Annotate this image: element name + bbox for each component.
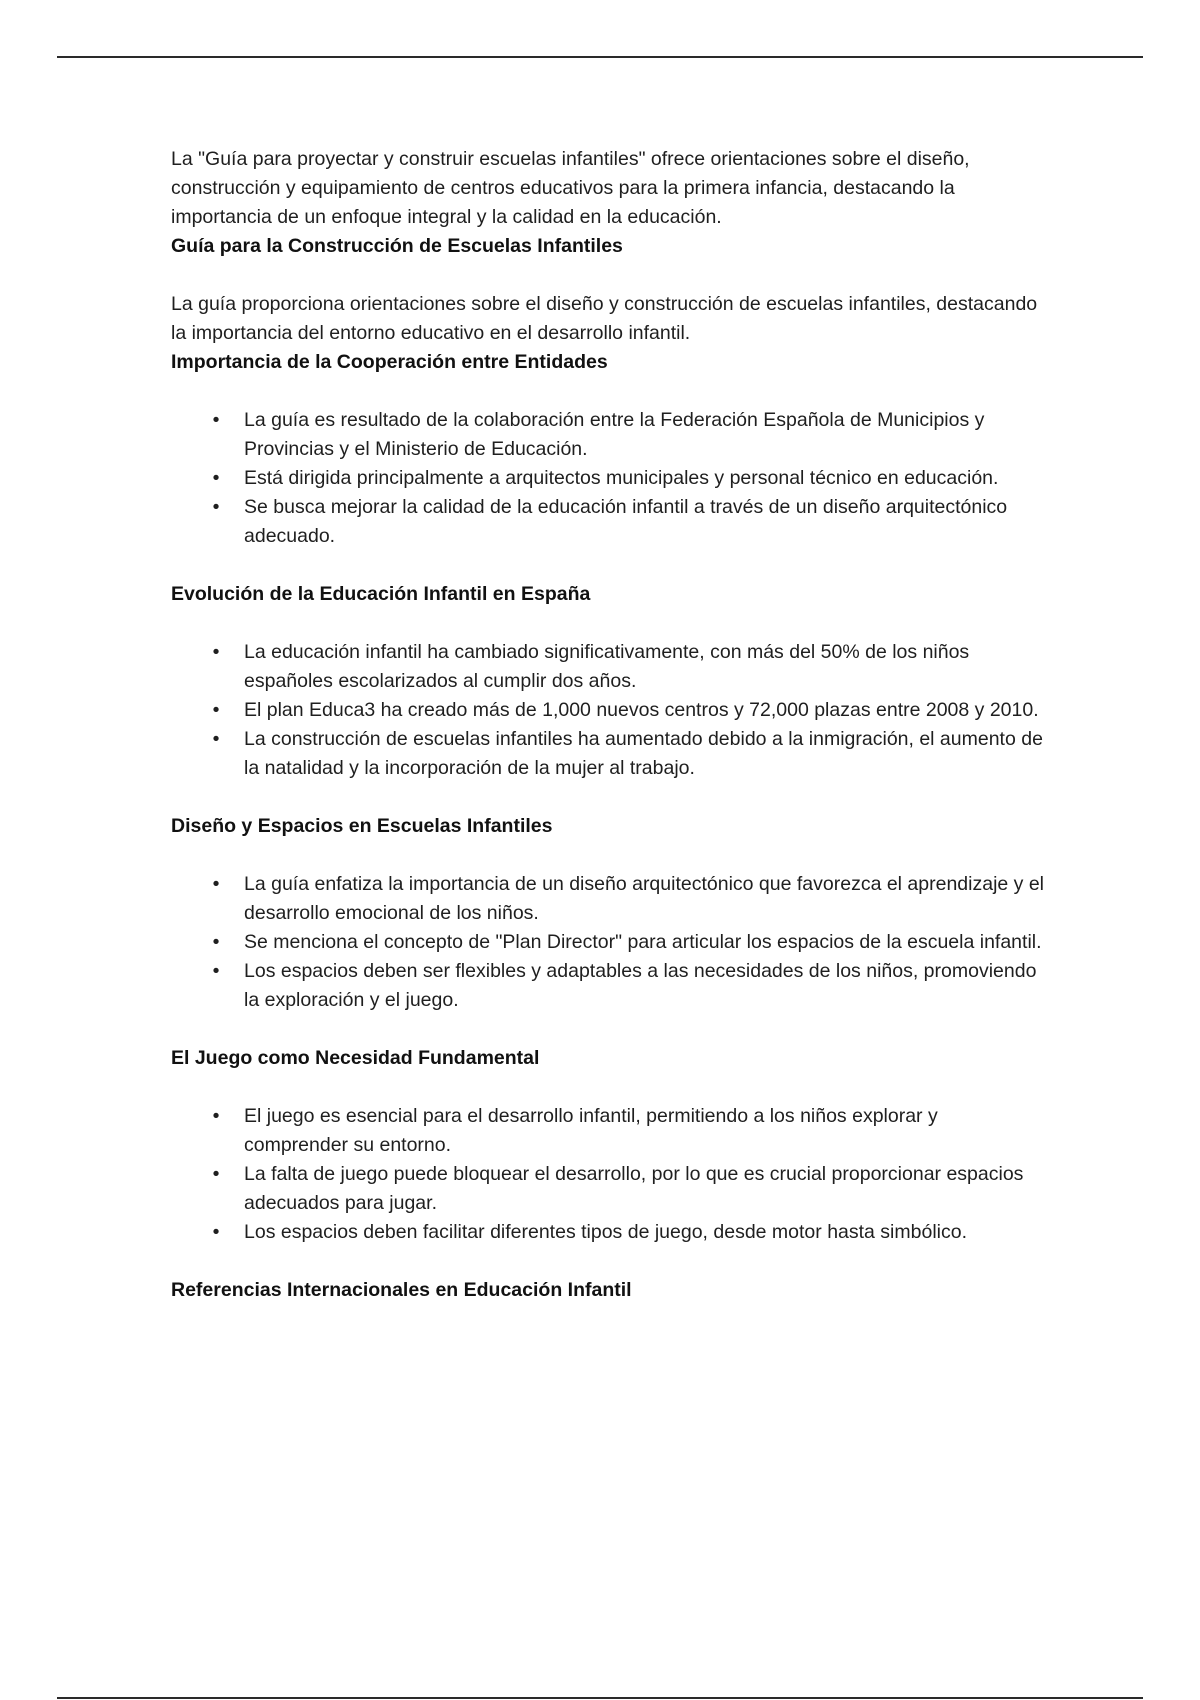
section-heading: El Juego como Necesidad Fundamental — [171, 1047, 540, 1069]
list-item — [171, 870, 1044, 928]
bullet-icon: • — [212, 467, 220, 489]
section-heading: Referencias Internacionales en Educación Infantil — [171, 1279, 632, 1301]
section-heading: Importancia de la Cooperación entre Entidades — [171, 351, 608, 373]
section-heading: Diseño y Espacios en Escuelas Infantiles — [171, 815, 553, 837]
bullet-icon: • — [212, 728, 220, 750]
list-item-text: El plan Educa3 ha creado más de 1,000 nuevos centros y 72,000 plazas entre 2008 y 2010. — [244, 699, 1039, 721]
bullet-icon: • — [212, 1105, 220, 1127]
list-item — [171, 406, 1044, 464]
list-item — [171, 464, 1044, 493]
bullet-list — [171, 870, 1051, 1015]
bullet-icon: • — [212, 699, 220, 721]
list-item-text: La falta de juego puede bloquear el desarrollo, por lo que es crucial proporcionar espacios adecuados para jugar. — [244, 1163, 1024, 1214]
list-item-text: Los espacios deben facilitar diferentes tipos de juego, desde motor hasta simbólico. — [244, 1221, 968, 1243]
bullet-icon: • — [212, 1221, 220, 1243]
header-rule — [57, 56, 1143, 58]
bullet-icon: • — [212, 1163, 220, 1185]
section-heading: Evolución de la Educación Infantil en España — [171, 583, 591, 605]
bullet-icon: • — [212, 960, 220, 982]
bullet-icon: • — [212, 496, 220, 518]
list-item-text: Se menciona el concepto de "Plan Director" para articular los espacios de la escuela infantil. — [244, 931, 1042, 953]
list-item — [171, 1160, 1044, 1218]
list-item-text: Se busca mejorar la calidad de la educación infantil a través de un diseño arquitectónico adecuado. — [244, 496, 1008, 547]
list-item — [171, 493, 1044, 551]
list-item-text: La construcción de escuelas infantiles ha aumentado debido a la inmigración, el aumento de la natalidad y la incorporación de la mujer al trabajo. — [244, 728, 1043, 779]
list-item-text: La guía enfatiza la importancia de un diseño arquitectónico que favorezca el aprendizaje y el desarrollo emocional de los niños. — [244, 873, 1045, 924]
bullet-list — [171, 1102, 1051, 1247]
list-item — [171, 957, 1044, 1015]
list-item-text: Los espacios deben ser flexibles y adaptables a las necesidades de los niños, promoviendo la exploración y el juego. — [244, 960, 1037, 1011]
bullet-icon: • — [212, 873, 220, 895]
bullet-icon: • — [212, 409, 220, 431]
list-item-text: La educación infantil ha cambiado significativamente, con más del 50% de los niños españoles escolarizados al cumplir dos años. — [244, 641, 970, 692]
list-item-text: Está dirigida principalmente a arquitectos municipales y personal técnico en educación. — [244, 467, 999, 489]
list-item — [171, 725, 1044, 783]
list-item — [171, 928, 1044, 957]
list-item-text: La guía es resultado de la colaboración entre la Federación Española de Municipios y Provincias y el Ministerio de Educación. — [244, 409, 985, 460]
list-item — [171, 1102, 1044, 1160]
section-heading: Guía para la Construcción de Escuelas Infantiles — [171, 235, 623, 257]
list-item — [171, 696, 1044, 725]
footer-rule — [57, 1697, 1143, 1699]
bullet-icon: • — [212, 931, 220, 953]
bullet-icon: • — [212, 641, 220, 663]
bullet-list — [171, 406, 1051, 551]
list-item-text: El juego es esencial para el desarrollo infantil, permitiendo a los niños explorar y comprender su entorno. — [244, 1105, 938, 1156]
document-body — [171, 145, 1051, 1334]
list-item — [171, 638, 1044, 696]
list-item — [171, 1218, 1044, 1247]
bullet-list — [171, 638, 1051, 783]
intro-paragraph: La "Guía para proyectar y construir escuelas infantiles" ofrece orientaciones sobre el diseño, construcción y equipamiento de centros educativos para la primera infancia, destacando la importancia de un enfoque integral y la calidad en la educación. — [171, 148, 970, 228]
section-paragraph: La guía proporciona orientaciones sobre el diseño y construcción de escuelas infantiles, destacando la importancia del entorno educativo en el desarrollo infantil. — [171, 293, 1038, 344]
